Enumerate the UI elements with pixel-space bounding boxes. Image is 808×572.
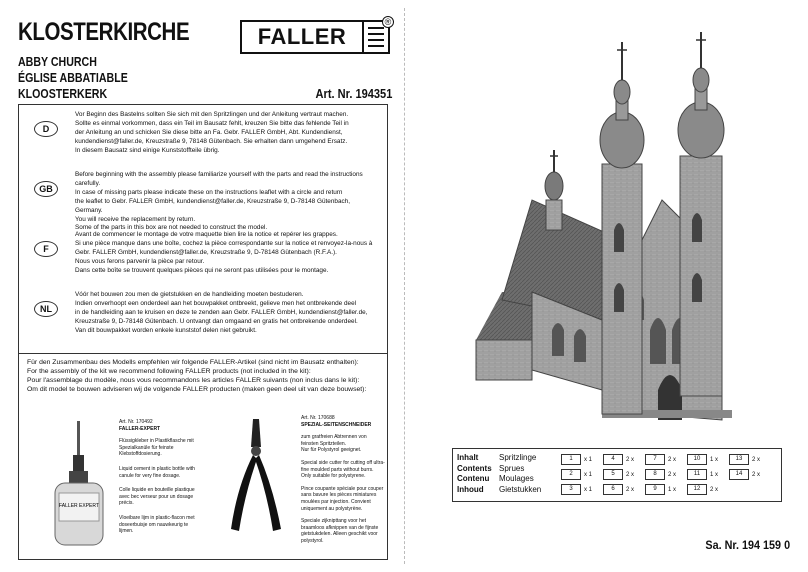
- product-desc: Only suitable for polystyrene.: [301, 473, 366, 480]
- text-line: Kreuzstraße 9, D-78148 Gütenbach. U ontvangt dan omgaand en gratis het ontbrekende onderdeel.: [75, 317, 358, 325]
- text-line: Vor Beginn des Bastelns sollten Sie sich mit den Spritzlingen und der Anleitung vertraut machen.: [75, 111, 349, 118]
- divider: [19, 353, 387, 354]
- sprue-cell: 11 1 x: [687, 469, 718, 480]
- product-art-nr: Art. Nr. 170492: [119, 419, 153, 425]
- label: Inhalt: [457, 453, 479, 462]
- text-line: Nous vous ferons parvenir la pièce par retour.: [75, 257, 205, 265]
- text-line: der Anleitung an und schicken Sie diese bitte an Fa. Gebr. FALLER GmbH, Abt. Kundendienst,: [75, 128, 343, 136]
- subtitle-nl: KLOOSTERKERK: [18, 87, 108, 101]
- sprue-cell: 10 1 x: [687, 454, 718, 465]
- glue-bottle-icon: [49, 421, 109, 549]
- text-line: Pour l'assemblage du modèle, nous vous recommandons les articles FALLER suivants (non inclus dans le kit):: [27, 377, 360, 384]
- text-line: Before beginning with the assembly please familiarize yourself with the parts and read the instructions carefully.: [75, 171, 363, 187]
- product-desc: Nur für Polystyrol geeignet.: [301, 447, 362, 454]
- subtitle-en: ABBY CHURCH: [18, 55, 97, 69]
- text-line: Gebr. FALLER GmbH, kundendienst@faller.de, Kreuzstraße 9, D-78148 Gütenbach (R.F.A.).: [75, 248, 337, 256]
- parts-labels-bold: [457, 453, 492, 495]
- registered-icon: ®: [382, 16, 394, 28]
- text-line: Sollte es einmal vorkommen, dass ein Teil im Bausatz fehlt, kreuzen Sie bitte das fehlende Teil in: [75, 119, 349, 127]
- parts-labels: [499, 453, 541, 495]
- product-desc: Special side cutter for cutting off ultra-fine moulded parts without burrs.: [301, 459, 385, 473]
- product-desc: Liquid cement in plastic bottle with canule for very fine dosage.: [119, 465, 195, 479]
- text-line: in de handleiding aan te kruisen en deze te zenden aan Gebr. FALLER GmbH, kundendienst@faller.de,: [75, 308, 368, 316]
- product-art-nr: Art. Nr. 170688: [301, 415, 335, 421]
- product-desc: zum gratfreien Abtrennen von feinsten Spritzteilen.: [301, 434, 367, 447]
- church-illustration: [462, 30, 762, 430]
- product-name: FALLER-EXPERT: [119, 425, 161, 432]
- page-title: KLOSTERKIRCHE: [18, 18, 190, 46]
- country-code-gb: GB: [34, 181, 58, 197]
- text-line: kundendienst@faller.de, Kreuzstraße 9, 78148 Gütenbach. Sie erhalten dann umgehend Ersatz.: [75, 137, 348, 145]
- text-line: Some of the parts in this box are not needed to construct the model.: [75, 224, 268, 232]
- text-line: Vóór het bouwen zou men de gietstukken en de handleiding moeten bestuderen.: [75, 291, 304, 298]
- text-line: Si une pièce manque dans une boîte, cochez la pièce correspondante sur la notice et renvoyez-la-nous à: [75, 239, 373, 247]
- sprue-cell: 4 2 x: [603, 454, 634, 465]
- product-cutter: [301, 415, 385, 545]
- label: Spritzlinge: [499, 453, 537, 462]
- text-line: In case of missing parts please indicate these on the instructions leaflet with a circle and return: [75, 188, 343, 196]
- fold-line: [404, 8, 405, 564]
- parts-table: [452, 448, 782, 502]
- product-glue: [119, 419, 203, 535]
- label: Contents: [457, 463, 492, 473]
- text-line: You will receive the replacement by return.: [75, 215, 196, 223]
- label: Gietstukken: [499, 484, 542, 494]
- sprue-cell: 2 x 1: [561, 469, 592, 480]
- lang-text-fr: [75, 231, 375, 276]
- text-line: Om dit model te bouwen adviseren wij de volgende FALLER producten (maken geen deel uit van deze bouwset):: [27, 386, 367, 393]
- article-number: Art. Nr. 194351: [315, 86, 392, 101]
- text-line: Dans cette boîte se trouvent quelques pièces qui ne seront pas utilisées pour le montage.: [75, 266, 329, 274]
- sprue-cell: 5 2 x: [603, 469, 634, 480]
- label: Moulages: [499, 474, 534, 483]
- label: Contenu: [457, 474, 490, 483]
- sprue-cell: 6 2 x: [603, 484, 634, 495]
- text-line: the leaflet to Gebr. FALLER GmbH, kundendienst@faller.de, Kreuzstraße 9, D-78148 Gütenbach, Germany.: [75, 197, 351, 214]
- text-line: For the assembly of the kit we recommend following FALLER products (not included in the kit):: [27, 368, 311, 375]
- sprue-cell: 12 2 x: [687, 484, 718, 495]
- sprue-cell: 7 2 x: [645, 454, 676, 465]
- product-desc: Pince coupante spéciale pour couper sans bavure les pièces miniatures moulées par injection. Convient uniquement au polystyrène.: [301, 485, 384, 512]
- product-desc: Vloeibare lijm in plastic-flacon met doseerbuisje om nauwkeurig te lijmen.: [119, 514, 195, 535]
- side-cutter-icon: [223, 417, 293, 535]
- sa-number: Sa. Nr. 194 159 0: [705, 538, 790, 552]
- product-desc: Colle liquide en bouteille plastique avec bec verseur pour un dosage précis.: [119, 487, 195, 507]
- label: Inhoud: [457, 484, 484, 494]
- bottle-label: FALLER EXPERT: [59, 503, 99, 509]
- text-line: Van dit bouwpakket worden enkele kunststof delen niet gebruikt.: [75, 326, 257, 334]
- text-line: In diesem Bausatz sind einige Kunststoffteile übrig.: [75, 146, 220, 154]
- lang-text-gb: [75, 171, 375, 233]
- sprue-cell: 1 x 1: [561, 454, 592, 465]
- instructions-box: [18, 104, 388, 560]
- sprue-cell: 8 2 x: [645, 469, 676, 480]
- label: Sprues: [499, 463, 525, 473]
- text-line: Für den Zusammenbau des Modells empfehlen wir folgende FALLER-Artikel (sind nicht im Bausatz enthalten):: [27, 359, 359, 366]
- country-code-de: D: [34, 121, 58, 137]
- lang-text-nl: [75, 291, 375, 336]
- sprue-cell: 13 2 x: [729, 454, 760, 465]
- sprue-cell: 14 2 x: [729, 469, 760, 480]
- subtitle-fr: ÉGLISE ABBATIABLE: [18, 71, 128, 85]
- country-code-fr: F: [34, 241, 58, 257]
- subtitles: [18, 54, 128, 102]
- product-desc: Flüssigkleber in Plastikflasche mit Spezialkanüle für feinste Klebstoffdosierung.: [119, 438, 194, 458]
- logo-text: FALLER: [257, 24, 347, 49]
- lang-text-de: [75, 111, 375, 156]
- product-desc: Speciale zijknipttang voor het braamloos afknippen van de fijnste gietstukdelen. Alleen geschikt voor polystyrol.: [301, 518, 379, 544]
- recommendation-text: [27, 358, 379, 394]
- product-name: SPEZIAL-SEITENSCHNEIDER: [301, 421, 372, 428]
- text-line: Avant de commencer le montage de votre maquette bien lire la notice et repérer les grappes.: [75, 231, 338, 238]
- text-line: Indien onverhoopt een onderdeel aan het bouwpakket ontbreekt, gelieve men het ontbrekende deel: [75, 299, 357, 307]
- faller-logo: [240, 17, 392, 54]
- sprue-cell: 3 x 1: [561, 484, 592, 495]
- country-code-nl: NL: [34, 301, 58, 317]
- sprue-cell: 9 1 x: [645, 484, 676, 495]
